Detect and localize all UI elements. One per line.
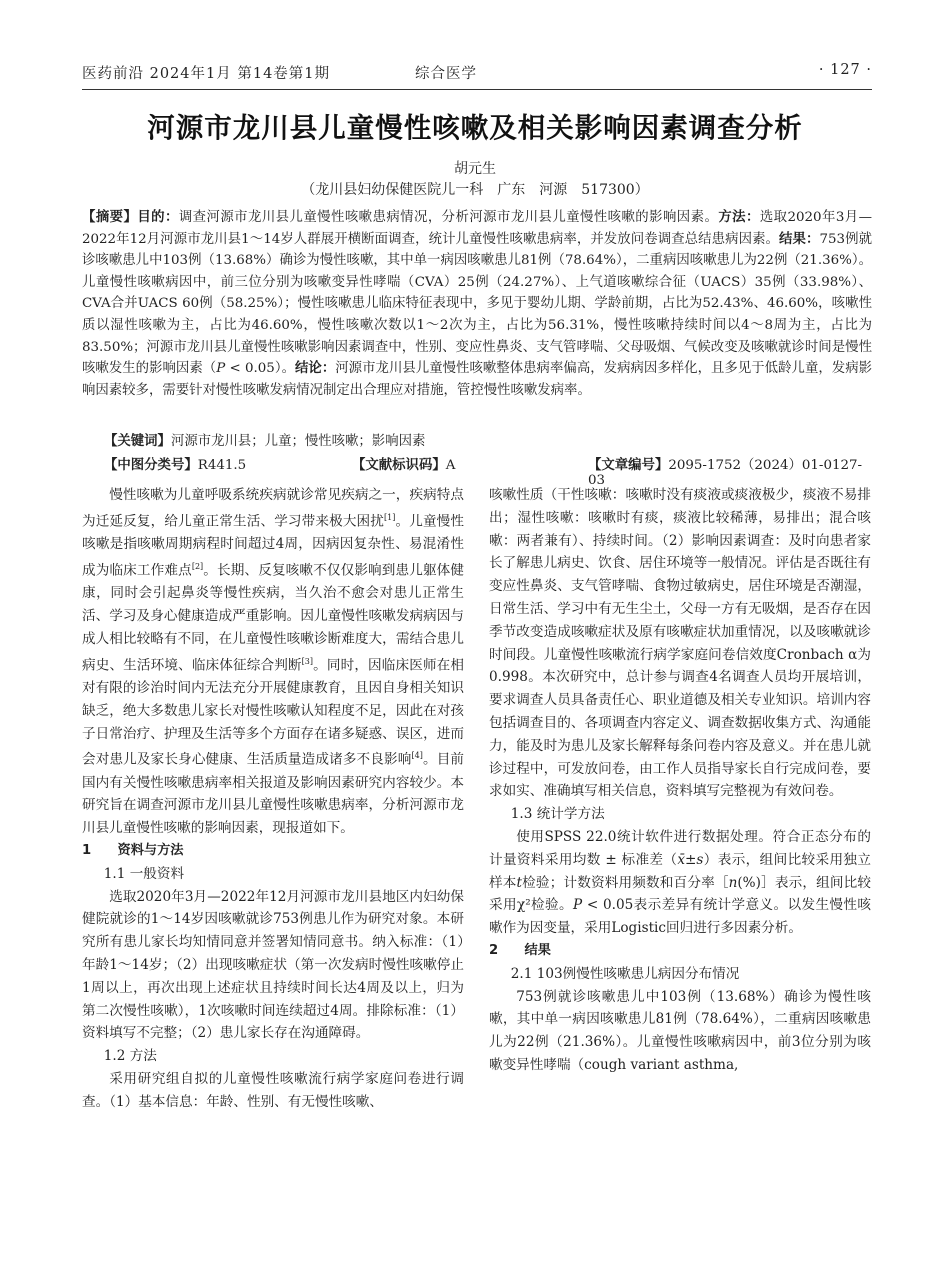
subsection-heading-1-3: 1.3 统计学方法 xyxy=(510,806,605,823)
section-heading-1: 1 资料与方法 xyxy=(82,843,184,859)
result-text: 753例就诊咳嗽患儿中103例（13.68%）确诊为慢性咳嗽，其中单一病因咳嗽患儿81例（78.64%），二重病因咳嗽患儿为22例（21.36%）。儿童慢性咳嗽病因中，前三位分别为咳嗽变异性哮喘（CVA）25例（24.27%）、上气道咳嗽综合征（UACS）35例（33.98%）、CVA合并UACS 60例（58.25%）；慢性咳嗽患儿临床特征表现中，多见于婴幼儿期、学龄前期，占比为52.43%、46.60%，咳嗽性质以湿性咳嗽为主，占比为46.60%，慢性咳嗽次数以1～2次为主，占比为56.31%，慢性咳嗽持续时间以4～8周为主，占比为83.50%；河源市龙川县儿童慢性咳嗽影响因素调查中，性别、变应性鼻炎、支气管哮喘、父母吸烟、气候改变及咳嗽就诊时间是慢性咳嗽发生的影响因素（ xyxy=(82,231,872,377)
keywords-label: 【关键词】 xyxy=(104,433,171,449)
paragraph-1-2: 采用研究组自拟的儿童慢性咳嗽流行病学家庭问卷进行调查。（1）基本信息：年龄、性别、有无慢性咳嗽、 xyxy=(82,1071,464,1110)
intro-text-a: 慢性咳嗽为儿童呼吸系统疾病就诊常见疾病之一，疾病特点为迁延反复，给儿童正常生活、学习带来极大困扰 xyxy=(82,487,464,530)
section-heading-2: 2 结果 xyxy=(489,942,551,958)
n-symbol: n xyxy=(728,874,738,891)
keywords xyxy=(104,430,425,449)
conclusion-text: 河源市龙川县儿童慢性咳嗽整体患病率偏高，发病病因多样化，且多见于低龄儿童，发病影响因素较多，需要针对慢性咳嗽发病情况制定出合理应对措施，管控慢性咳嗽发病率。 xyxy=(82,361,873,398)
clc-value: R441.5 xyxy=(197,458,247,473)
result-tail: < 0.05）。 xyxy=(225,361,295,377)
paragraph-1-3 xyxy=(489,826,871,940)
subsection-heading-1-1: 1.1 一般资料 xyxy=(103,865,185,882)
ref-2: [2] xyxy=(191,561,204,571)
article-title: 河源市龙川县儿童慢性咳嗽及相关影响因素调查分析 xyxy=(147,112,803,144)
paragraph-1-1: 选取2020年3月—2022年12月河源市龙川县地区内妇幼保健院就诊的1～14岁因咳嗽就诊753例患儿作为研究对象。本研究所有患儿家长均知情同意并签署知情同意书。纳入标准：（1）年龄1～14岁；（2）出现咳嗽症状（第一次发病时慢性咳嗽停止1周以上，再次出现上述症状且持续时间长达4周及以上，归为第二次慢性咳嗽），1次咳嗽时间连续超过4周。排除标准：（1）资料填写不完整；（2）患儿家长存在沟通障碍。 xyxy=(82,888,464,1042)
stats-text-c: 检验；计数资料用频数和百分率［ xyxy=(522,874,729,891)
ref-3: [3] xyxy=(301,656,313,666)
abstract-label: 【摘要】 xyxy=(82,209,138,225)
journal-info: 医药前沿 2024年1月 第14卷第1期 xyxy=(82,66,331,82)
paragraph-2-1: 753例就诊咳嗽患儿中103例（13.68%）确诊为慢性咳嗽，其中单一病因咳嗽患儿81例（78.64%），二重病因咳嗽患儿为22例（21.36%）。儿童慢性咳嗽病因中，前3位分别为咳嗽变异性哮喘（cough variant asthma, xyxy=(489,988,871,1073)
right-column xyxy=(489,484,871,1077)
header-rule xyxy=(82,89,872,90)
article-meta xyxy=(104,454,872,488)
subsection-heading-2-1: 2.1 103例慢性咳嗽患儿病因分布情况 xyxy=(510,965,740,982)
running-header xyxy=(82,62,872,88)
method-label: 方法： xyxy=(718,209,760,225)
p-symbol-2: P xyxy=(573,897,583,914)
stats-text-b: ）表示，组间比较采用独立样本 xyxy=(489,851,871,891)
author: 胡元生 xyxy=(454,161,496,177)
conclusion-label: 结论： xyxy=(295,360,336,377)
p-symbol: P xyxy=(216,361,226,377)
affiliation: （龙川县妇幼保健医院儿一科 广东 河源 517300） xyxy=(301,182,649,198)
intro-text-d: 。同时，因临床医师在相对有限的诊治时间内无法充分开展健康教育，且因自身相关知识缺乏，绝大多数患儿家长对慢性咳嗽认知程度不足，因此在对孩子日常治疗、护理及生活等多个方面存在诸多疑惑、误区，进而会对患儿及家长身心健康、生活质量造成诸多不良影响 xyxy=(82,657,465,768)
result-label: 结果： xyxy=(779,230,820,247)
doc-value: A xyxy=(445,458,456,473)
ref-1: [1] xyxy=(384,512,396,522)
t-symbol: t xyxy=(516,874,522,891)
clc xyxy=(104,454,246,473)
clc-label: 【中图分类号】 xyxy=(104,457,198,473)
abstract xyxy=(82,207,872,401)
art-value: 2095-1752（2024）01-0127-03 xyxy=(588,458,863,488)
doc-code xyxy=(352,454,455,473)
intro-paragraph xyxy=(82,484,464,840)
method-text: 选取2020年3月—2022年12月河源市龙川县1～14岁人群展开横断面调查，统计儿童慢性咳嗽患病率，并发放问卷调查总结患病因素。 xyxy=(82,210,873,247)
paragraph-1-2-cont: 咳嗽性质（干性咳嗽：咳嗽时没有痰液或痰液极少，痰液不易排出；湿性咳嗽：咳嗽时有痰，痰液比较稀薄，易排出；混合咳嗽：两者兼有）、持续时间。（2）影响因素调查：及时向患者家长了解患儿病史、饮食、居住环境等一般情况。评估是否既往有变应性鼻炎、支气管哮喘、食物过敏病史，居住环境是否潮湿，日常生活、学习中有无生尘土，父母一方有无吸烟，是否存在因季节改变造成咳嗽症状及原有咳嗽症状加重情况，以及咳嗽就诊时间段。儿童慢性咳嗽流行病学家庭问卷信效度Cronbach α为0.998。本次研究中，总计参与调查4名调查人员均开展培训，要求调查人员具备责任心、职业道德及相关专业知识。培训内容包括调查目的、各项调查内容定义、调查数据收集方式、沟通能力，能及时为患儿及家长解释每条问卷内容及意义。并在患儿就诊过程中，可发放问卷，由工作人员指导家长自行完成问卷，要求如实、准确填写相关信息，资料填写完整视为有效问卷。 xyxy=(489,487,871,800)
stats-text-a: 使用SPSS 22.0统计软件进行数据处理。符合正态分布的计量资料采用均数 ± 标准差（ xyxy=(489,828,871,868)
art-label: 【文章编号】 xyxy=(588,457,669,473)
subsection-heading-1-2: 1.2 方法 xyxy=(103,1048,157,1065)
section-name: 综合医学 xyxy=(415,66,477,82)
mean-sd-symbol: x̄±s xyxy=(677,851,704,868)
article-number xyxy=(588,454,872,488)
intro-text-c: 。长期、反复咳嗽不仅仅影响到患儿躯体健康，同时会引起鼻炎等慢性疾病，当久治不愈会对患儿正常生活、学习及身心健康造成严重影响。因儿童慢性咳嗽发病病因与成人相比较略有不同，在儿童慢性咳嗽诊断难度大，需结合患儿病史、生活环境、临床体征综合判断 xyxy=(82,562,465,674)
intro-text-e: 。目前国内有关慢性咳嗽患病率相关报道及影响因素研究内容较少。本研究旨在调查河源市龙川县儿童慢性咳嗽患病率，分析河源市龙川县儿童慢性咳嗽的影响因素，现报道如下。 xyxy=(82,751,465,837)
intro-text-b: 。儿童慢性咳嗽是指咳嗽周期病程时间超过4周，因病因复杂性、易混淆性成为临床工作难点 xyxy=(82,513,464,579)
stats-text-e: < 0.05表示差异有统计学意义。以发生慢性咳嗽作为因变量，采用Logistic回归进行多因素分析。 xyxy=(489,897,871,937)
keywords-text: 河源市龙川县；儿童；慢性咳嗽；影响因素 xyxy=(170,434,426,449)
objective-text: 调查河源市龙川县儿童慢性咳嗽患病情况，分析河源市龙川县儿童慢性咳嗽的影响因素。 xyxy=(178,210,719,225)
objective-label: 目的： xyxy=(137,209,179,225)
ref-4: [4] xyxy=(411,751,423,761)
doc-label: 【文献标识码】 xyxy=(352,457,446,473)
stats-text-d: (%)］表示，组间比较采用χ²检验。 xyxy=(489,874,871,914)
left-column xyxy=(82,484,464,1114)
page-number: · 127 · xyxy=(818,62,872,78)
